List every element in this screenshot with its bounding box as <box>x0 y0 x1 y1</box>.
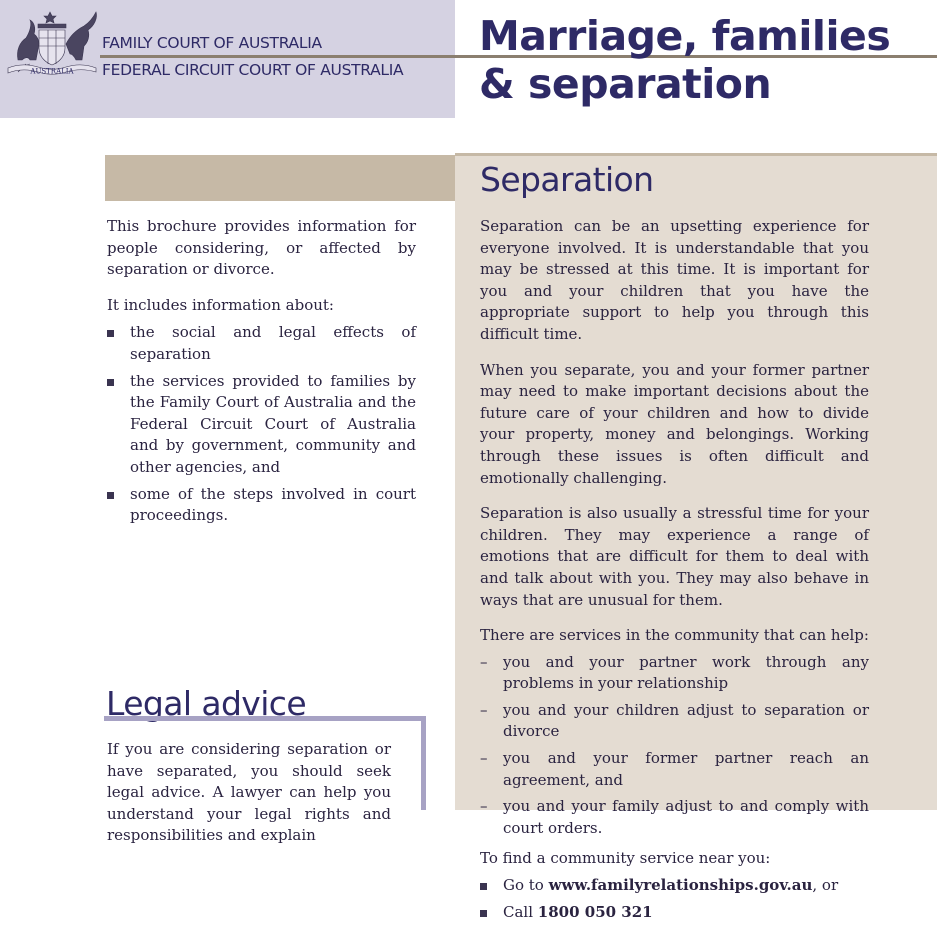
intro-list <box>107 322 416 526</box>
square-bullet-icon <box>480 910 487 917</box>
square-bullet-icon <box>107 492 114 499</box>
square-bullet-icon <box>480 883 487 890</box>
separation-paragraph-3: Separation is also usually a stressful time for your children. They may experience a range of emotions that are difficult for them to deal with and talk about with you. They may also behave in ways that are unusual for them. <box>480 504 869 609</box>
dash-bullet-icon: – <box>480 652 488 671</box>
dash-bullet-icon: – <box>480 700 488 719</box>
page-title: Marriage, families & separation <box>479 12 891 108</box>
list-item: – you and your children adjust to separation or divorce <box>480 700 869 741</box>
separation-paragraph-2: When you separate, you and your former partner may need to make important decisions about the future care of your children and how to divide your property, money and belongings. Working through these issues is often difficult and emotionally challenging. <box>480 360 869 487</box>
separation-section <box>480 216 869 928</box>
legal-advice-heading: Legal advice <box>106 684 307 723</box>
square-bullet-icon <box>107 330 114 337</box>
list-item: Go to www.familyrelationships.gov.au, or <box>480 875 869 897</box>
list-item: Call 1800 050 321 <box>480 902 869 924</box>
list-item: some of the steps involved in court proceedings. <box>107 484 416 527</box>
intro-accent-bar <box>105 155 455 201</box>
services-list <box>480 652 869 840</box>
list-item: – you and your partner work through any problems in your relationship <box>480 652 869 693</box>
court-name-family: FAMILY COURT OF AUSTRALIA <box>102 34 322 52</box>
list-item: the services provided to families by the Family Court of Australia and the Federal Circuit Court of Australia and by government, community and other agencies, and <box>107 371 416 479</box>
panel-top-rule <box>455 153 937 156</box>
separation-paragraph-1: Separation can be an upsetting experience for everyone involved. It is understandable that you may be stressed at this time. It is important for you and your children that you have the appropriate support to help you through this difficult time. <box>480 217 869 343</box>
dash-bullet-icon: – <box>480 797 488 816</box>
phone-number[interactable]: 1800 050 321 <box>537 902 653 921</box>
list-item: – you and your former partner reach an agreement, and <box>480 749 869 789</box>
separation-heading: Separation <box>480 160 654 199</box>
list-item: the social and legal effects of separation <box>107 322 416 365</box>
find-service-lead: To find a community service near you: <box>480 849 771 868</box>
find-service-list <box>480 875 869 923</box>
legal-advice-paragraph: If you are considering separation or have separated, you should seek legal advice. A lawyer can help you understand your legal rights and responsibilities and explain <box>107 740 391 845</box>
dash-bullet-icon: – <box>480 749 488 768</box>
intro-section <box>107 216 416 532</box>
list-item: – you and your family adjust to and comply with court orders. <box>480 797 869 837</box>
svg-text:AUSTRALIA: AUSTRALIA <box>30 67 74 76</box>
court-name-federal-circuit: FEDERAL CIRCUIT COURT OF AUSTRALIA <box>102 61 404 79</box>
services-lead: There are services in the community that can help: <box>480 626 869 645</box>
website-link[interactable]: www.familyrelationships.gov.au <box>548 876 813 895</box>
intro-paragraph: This brochure provides information for people considering, or affected by separation or divorce. <box>107 217 416 279</box>
coat-of-arms-icon <box>4 10 100 78</box>
square-bullet-icon <box>107 379 114 386</box>
intro-list-lead: It includes information about: <box>107 295 334 314</box>
